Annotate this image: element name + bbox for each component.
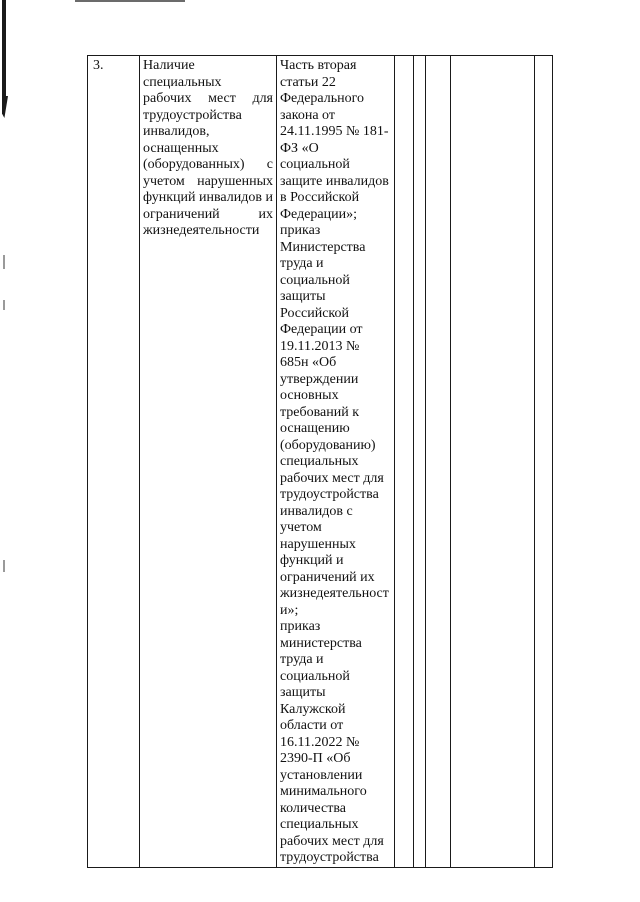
top-rule-line [75,0,185,2]
empty-cell [395,56,414,868]
scan-artifact [3,560,5,572]
scan-artifact [3,300,5,310]
requirements-table [87,55,553,868]
empty-cell [535,56,553,868]
empty-cell [451,56,535,868]
scan-artifact [3,255,5,269]
empty-cell [426,56,451,868]
empty-cell [414,56,426,868]
legal-basis-text: Часть вторая статьи 22 Федерального закона от 24.11.1995 № 181- ФЗ «О социальной защите инвалидов в Российской Федерации»; приказ Министерства труда и социальной защиты Российской Федерации от 19.11.2013 № 685н «Об утверждении основных требований к оснащению (оборудованию) специальных рабочих мест для трудоустройства инвалидов с учетом нарушенных функций и ограничений их жизнедеятельност и»; приказ министерства труда и социальной защиты Калужской области от 16.11.2022 № 2390-П «Об установлении минимального количества специальных рабочих мест для трудоустройства [277,56,395,868]
scan-edge-mark-tip [2,96,8,118]
scan-edge-mark [2,0,6,100]
table-row [88,56,553,868]
criterion-text: Наличие специальных рабочих мест для трудоустройства инвалидов, оснащенных (оборудованных) с учетом нарушенных функций инвалидов и ограничений их жизнедеятельности [140,56,277,868]
row-number: 3. [88,56,140,868]
